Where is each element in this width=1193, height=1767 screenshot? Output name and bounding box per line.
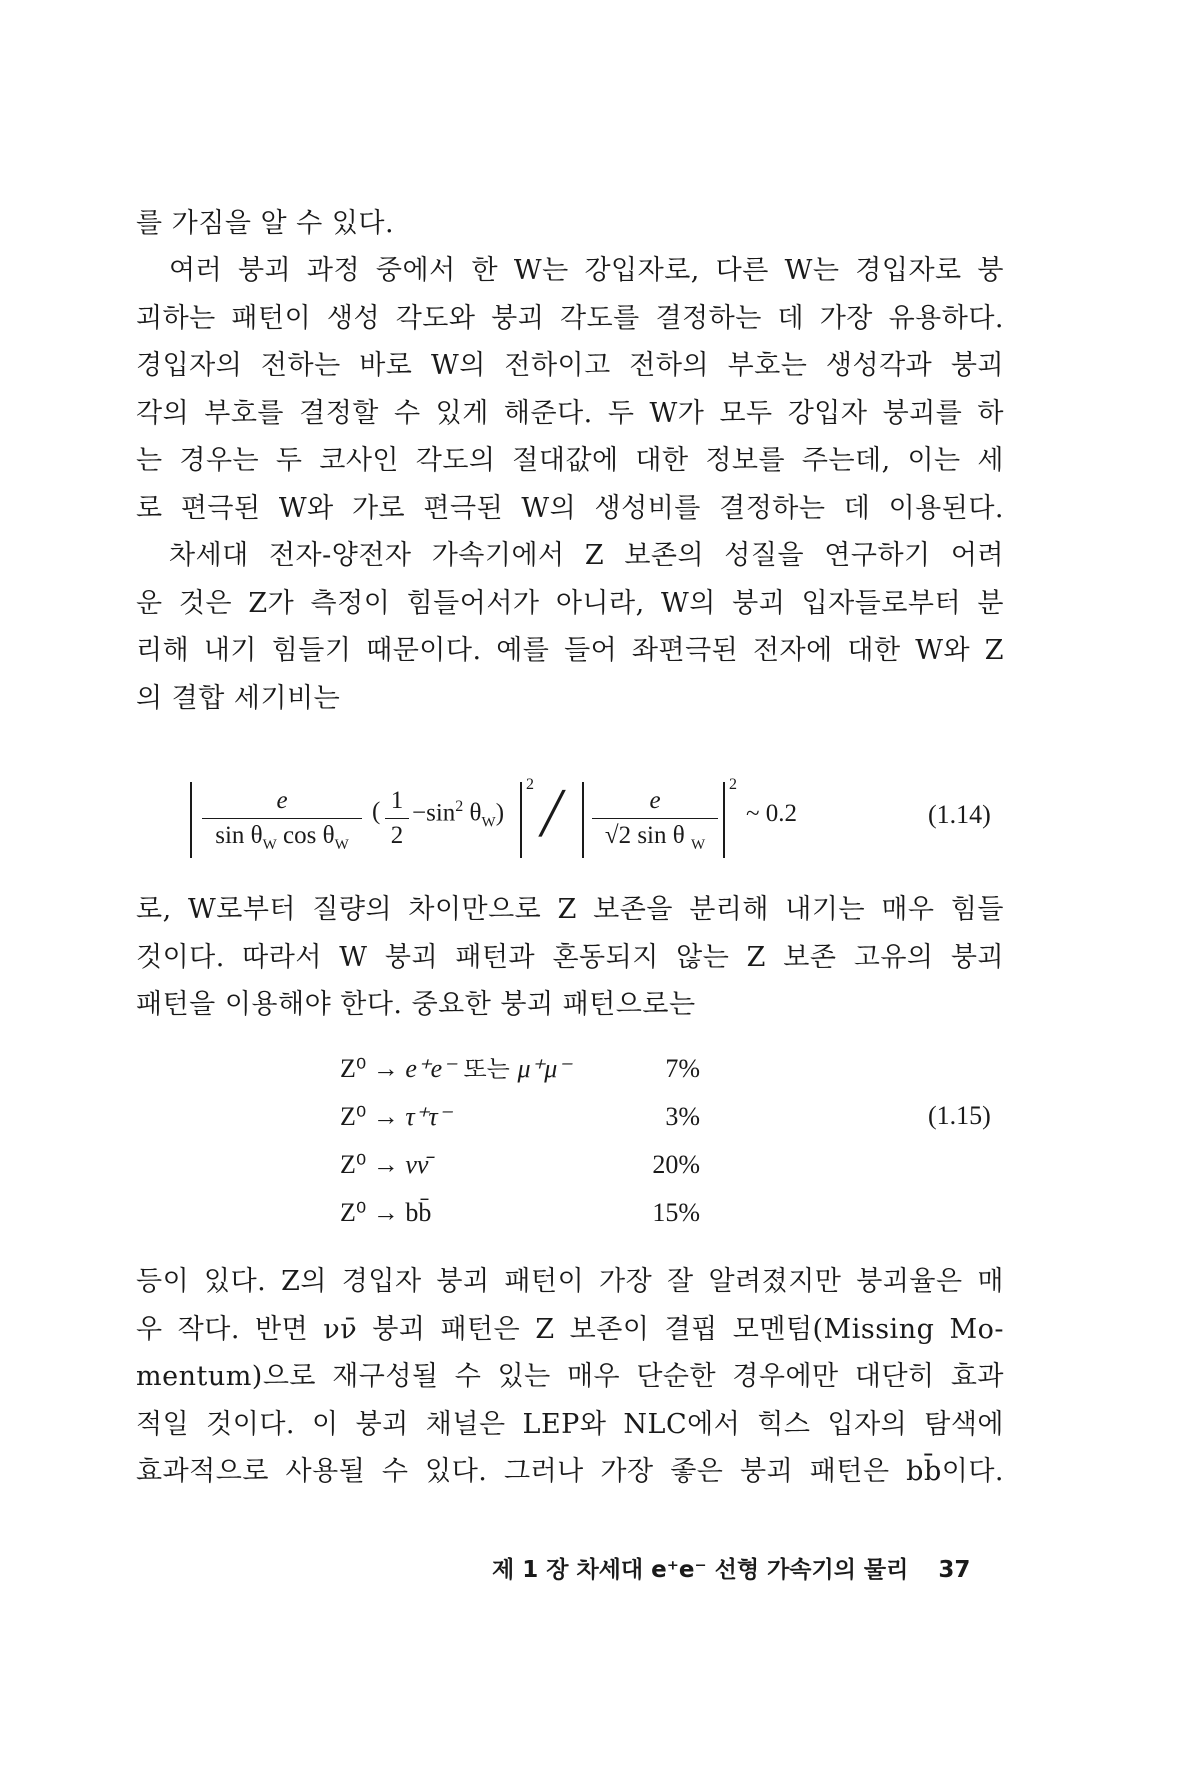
decay-alt: μ⁺μ⁻ bbox=[517, 1054, 572, 1083]
decay-lhs: Z⁰ → bbox=[340, 1102, 406, 1131]
abs-bar-right-2 bbox=[723, 782, 725, 858]
branching-ratio: 3% bbox=[665, 1102, 700, 1131]
branching-ratio: 7% bbox=[665, 1054, 700, 1083]
text-line: 운 것은 Z가 측정이 힘들어서가 아니라, W의 붕괴 입자들로부터 분 bbox=[136, 587, 1004, 619]
branching-ratio: 15% bbox=[652, 1198, 700, 1227]
equation-result: ~ 0.2 bbox=[746, 800, 798, 827]
den-text: sin θ bbox=[215, 822, 263, 849]
fraction-2-denominator bbox=[592, 818, 718, 853]
decay-lhs: Z⁰ → bbox=[340, 1198, 406, 1227]
text-line: 로 편극된 W와 가로 편극된 W의 생성비를 결정하는 데 이용된다. bbox=[136, 492, 1004, 524]
paren-open: ( bbox=[372, 798, 381, 825]
equation-1-14 bbox=[190, 776, 1020, 866]
den-text: √2 sin θ bbox=[604, 822, 691, 849]
paragraph-3 bbox=[136, 532, 1004, 722]
equation-1-15 bbox=[340, 1045, 1020, 1245]
paren-close: ) bbox=[495, 799, 505, 827]
den-sub: W bbox=[334, 837, 349, 853]
decay-row bbox=[340, 1045, 571, 1093]
paragraph-2 bbox=[136, 247, 1004, 532]
fraction-1-numerator: e bbox=[276, 787, 288, 814]
text-line: 경입자의 전하는 바로 W의 전하이고 전하의 부호는 생성각과 붕괴 bbox=[136, 350, 1004, 381]
text-line: 것이다. 따라서 W 붕괴 패턴과 혼동되지 않는 Z 보존 고유의 붕괴 bbox=[136, 941, 1004, 973]
text-line: 적일 것이다. 이 붕괴 채널은 LEP와 NLC에서 힉스 입자의 탐색에 bbox=[136, 1408, 1004, 1440]
paragraph-4 bbox=[136, 886, 1004, 1029]
paragraph-1 bbox=[136, 200, 1004, 248]
page-number: 37 bbox=[938, 1557, 971, 1583]
division-slash: ╱ bbox=[540, 791, 565, 836]
decay-or: 또는 bbox=[455, 1055, 518, 1083]
text-line: 의 결합 세기비는 bbox=[136, 682, 341, 714]
exponent-2: 2 bbox=[729, 776, 737, 793]
fraction-2-numerator: e bbox=[649, 787, 661, 814]
text-line: 각의 부호를 결정할 수 있게 해준다. 두 W가 모두 강입자 붕괴를 하 bbox=[136, 397, 1004, 429]
half-denominator: 2 bbox=[385, 818, 409, 853]
text-line: 패턴을 이용해야 한다. 중요한 붕괴 패턴으로는 bbox=[136, 989, 696, 1020]
decay-row bbox=[340, 1189, 431, 1237]
text-line: 를 가짐을 알 수 있다. bbox=[136, 208, 395, 239]
exponent-1: 2 bbox=[526, 776, 534, 793]
equation-number: (1.15) bbox=[928, 1101, 991, 1130]
sin-sup: 2 bbox=[455, 798, 464, 815]
den-sub: W bbox=[262, 837, 277, 853]
abs-bar-left-1 bbox=[190, 782, 192, 858]
decay-lhs: Z⁰ → bbox=[340, 1054, 406, 1083]
abs-bar-left-2 bbox=[582, 782, 584, 858]
branching-ratio: 20% bbox=[652, 1150, 700, 1179]
chapter-title: 제 1 장 차세대 e⁺e⁻ 선형 가속기의 물리 bbox=[492, 1557, 909, 1583]
decay-products: νν̄ bbox=[405, 1150, 429, 1179]
theta-text: θ bbox=[463, 799, 482, 827]
theta-sub: W bbox=[481, 814, 496, 831]
text-line: 로, W로부터 질량의 차이만으로 Z 보존을 분리해 내기는 매우 힘들 bbox=[136, 894, 1004, 925]
fraction-1 bbox=[202, 784, 362, 853]
decay-products: τ⁺τ⁻ bbox=[405, 1102, 452, 1131]
text-line: 등이 있다. Z의 경입자 붕괴 패턴이 가장 잘 알려졌지만 붕괴율은 매 bbox=[136, 1266, 1004, 1297]
sin-text: −sin bbox=[412, 799, 456, 827]
sin-squared-term bbox=[412, 798, 504, 831]
paragraph-5 bbox=[136, 1258, 1004, 1496]
text-line: 차세대 전자-양전자 가속기에서 Z 보존의 성질을 연구하기 어려 bbox=[169, 540, 1004, 571]
decay-row bbox=[340, 1093, 451, 1141]
half-numerator: 1 bbox=[390, 787, 404, 814]
decay-products: e⁺e⁻ bbox=[405, 1054, 456, 1083]
running-footer bbox=[492, 1551, 971, 1584]
text-line: 우 작다. 반면 νν̄ 붕괴 패턴은 Z 보존이 결핍 모멘텀(Missing Mo- bbox=[136, 1313, 1004, 1345]
fraction-1-denominator bbox=[202, 818, 362, 853]
decay-row bbox=[340, 1141, 428, 1189]
text-line: 여러 붕괴 과정 중에서 한 W는 강입자로, 다른 W는 경입자로 붕 bbox=[169, 255, 1004, 286]
den-text: cos θ bbox=[276, 822, 335, 849]
text-line: 리해 내기 힘들기 때문이다. 예를 들어 좌편극된 전자에 대한 W와 Z bbox=[136, 635, 1004, 666]
text-line: mentum)으로 재구성될 수 있는 매우 단순한 경우에만 대단히 효과 bbox=[136, 1361, 1004, 1392]
half-fraction bbox=[385, 784, 409, 853]
abs-bar-right-1 bbox=[520, 782, 522, 858]
text-line: 는 경우는 두 코사인 각도의 절대값에 대한 정보를 주는데, 이는 세 bbox=[136, 445, 1004, 476]
fraction-2 bbox=[592, 784, 718, 853]
decay-lhs: Z⁰ → bbox=[340, 1150, 406, 1179]
den-sub: W bbox=[690, 837, 706, 853]
text-line: 효과적으로 사용될 수 있다. 그러나 가장 좋은 붕괴 패턴은 bb̄이다. bbox=[136, 1456, 1004, 1487]
text-line: 괴하는 패턴이 생성 각도와 붕괴 각도를 결정하는 데 가장 유용하다. bbox=[136, 302, 1004, 334]
equation-number: (1.14) bbox=[928, 800, 991, 829]
decay-products: bb̄ bbox=[405, 1198, 432, 1227]
